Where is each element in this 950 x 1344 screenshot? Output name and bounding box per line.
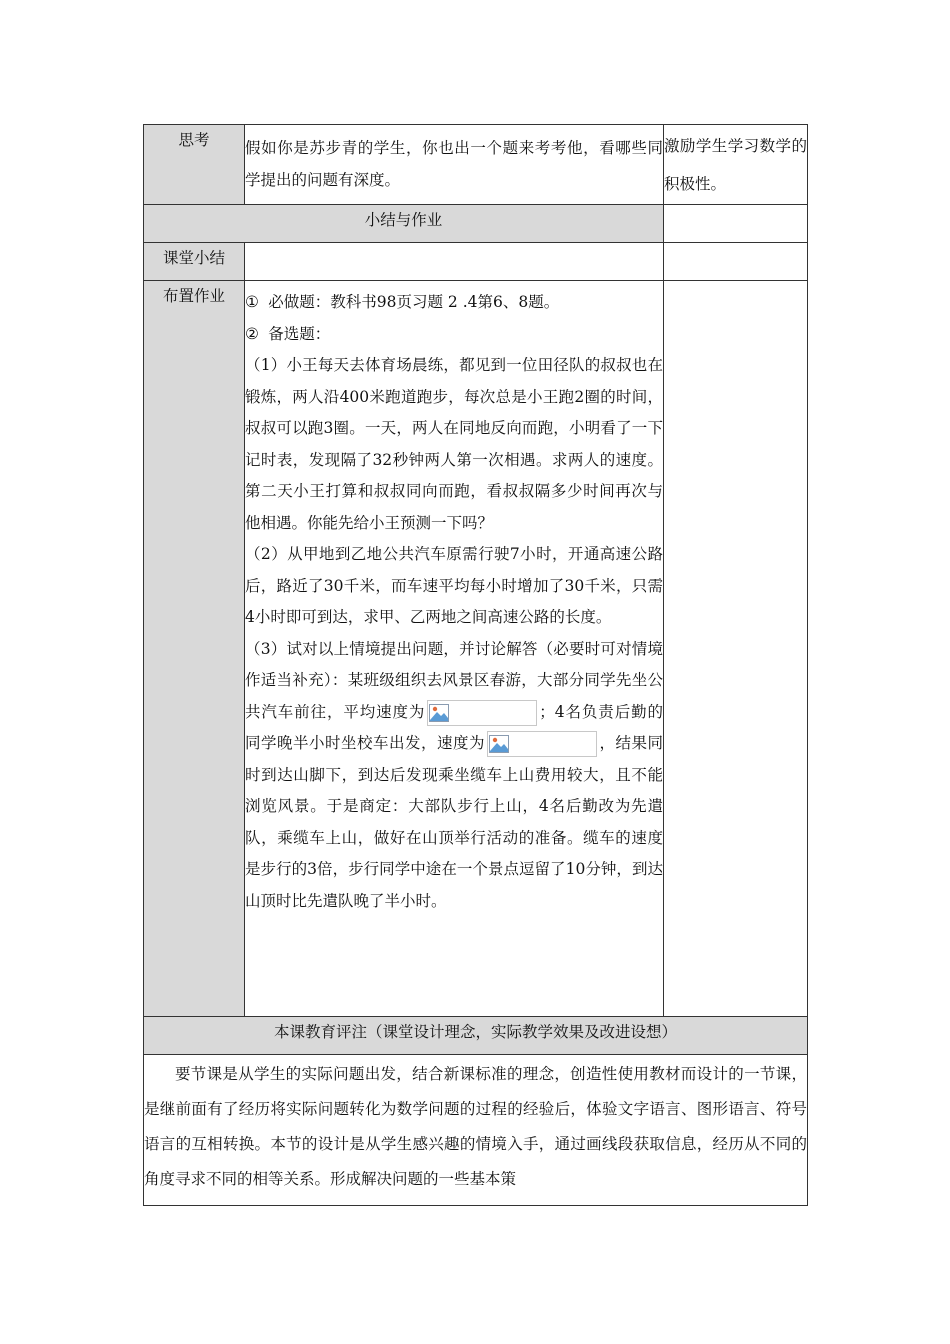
row-class-summary <box>144 243 808 281</box>
homework-optional: ② 备选题： <box>245 319 663 351</box>
row-evaluation <box>144 1055 808 1206</box>
thinking-label: 思考 <box>144 125 245 205</box>
homework-required: ① 必做题：教科书98页习题 2 .4第6、8题。 <box>245 287 663 319</box>
row-summary-header <box>144 205 808 243</box>
homework-content <box>245 281 664 1017</box>
summary-header-empty-cell <box>664 205 808 243</box>
lesson-plan-table <box>143 124 808 1206</box>
class-summary-note <box>664 243 808 281</box>
evaluation-text: 要节课是从学生的实际问题出发，结合新课标准的理念，创造性使用教材而设计的一节课，是继前面有了经历将实际问题转化为数学问题的过程的经验后，体验文字语言、图形语言、符号语言的互相转换。本节的设计是从学生感兴趣的情境入手，通过画线段获取信息，经历从不同的角度寻求不同的相等关系。形成解决问题的一些基本策 <box>144 1055 808 1206</box>
row-thinking <box>144 125 808 205</box>
required-mark: ① <box>245 293 259 311</box>
row-homework <box>144 281 808 1017</box>
thinking-intent: 激励学生学习数学的积极性。 <box>664 125 808 205</box>
homework-question-2: （2）从甲地到乙地公共汽车原需行驶7小时，开通高速公路后，路近了30千米，而车速平均每小时增加了30千米，只需4小时即可到达，求甲、乙两地之间高速公路的长度。 <box>245 545 663 626</box>
evaluation-header: 本课教育评注（课堂设计理念，实际教学效果及改进设想） <box>144 1017 808 1055</box>
optional-mark: ② <box>245 324 259 343</box>
class-summary-content <box>245 243 664 281</box>
row-evaluation-header <box>144 1017 808 1055</box>
summary-header: 小结与作业 <box>144 205 664 243</box>
homework-label: 布置作业 <box>144 281 245 1017</box>
class-summary-label: 课堂小结 <box>144 243 245 281</box>
homework-question-1: （1）小王每天去体育场晨练，都见到一位田径队的叔叔也在锻炼，两人沿400米跑道跑步，每次总是小王跑2圈的时间，叔叔可以跑3圈。一天，两人在同地反向而跑，小明看了一下记时表，发现隔了32秒钟两人第一次相遇。求两人的速度。第二天小王打算和叔叔同向而跑，看叔叔隔多少时间再次与他相遇。你能先给小王预测一下吗？ <box>245 356 663 532</box>
homework-note <box>664 281 808 1017</box>
thinking-content: 假如你是苏步青的学生，你也出一个题来考考他，看哪些同学提出的问题有深度。 <box>245 125 664 205</box>
missing-image-icon <box>487 731 597 757</box>
missing-image-icon <box>427 700 537 726</box>
homework-question-3: （3）试对以上情境提出问题，并讨论解答（必要时可对情境作适当补充）：某班级组织去风景区春游，大部分同学先坐公共汽车前往，平均速度为 ；4名负责后勤的同学晚半小时坐校车出发，速度为 ，结果同时到达山脚下，到达后发现乘坐缆车上山费用较大，且不能浏览风景。于是商定：大部队步行上山，4名后勤改为先遣队，乘缆车上山，做好在山顶举行活动的准备。缆车的速度是步行的3倍，步行同学中途在一个景点逗留了10分钟，到达山顶时比先遣队晚了半小时。 <box>245 639 663 910</box>
